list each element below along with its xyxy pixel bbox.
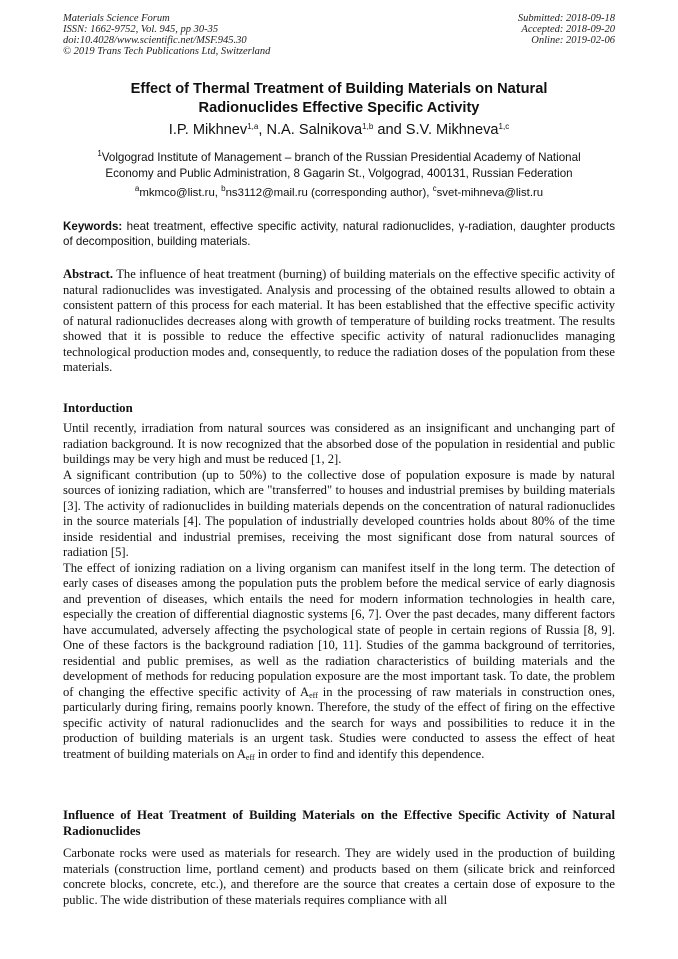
email-sup: b	[221, 184, 226, 193]
date-submitted: Submitted: 2018-09-18	[517, 13, 615, 24]
email-b: ns3112@mail.ru (corresponding author),	[225, 187, 433, 199]
section-heading-influence: Influence of Heat Treatment of Building Materials on the Effective Specific Activity of Natural Radionuclides	[63, 808, 615, 838]
email-c: svet-mihneva@list.ru	[436, 187, 544, 199]
author-emails	[63, 186, 615, 201]
journal-doi: doi:10.4028/www.scientific.net/MSF.945.30	[63, 35, 247, 46]
paragraph: Until recently, irradiation from natural sources was considered as an insignificant and unchanging part of radiation background. It is now recognized that the absorbed dose of the population in residential and public buildings may be very high and must be reduced [1, 2].	[63, 421, 615, 466]
journal-header-right	[518, 13, 615, 46]
author-sup: 1,b	[362, 122, 374, 131]
author-separator: ,	[258, 122, 267, 138]
journal-issn: ISSN: 1662-9752, Vol. 945, pp 30-35	[63, 24, 219, 35]
author-list	[63, 120, 615, 140]
subscript: eff	[309, 690, 318, 700]
introduction-body	[63, 421, 615, 762]
affiliation-line-1: Volgograd Institute of Management – branch of the Russian Presidential Academy of National	[101, 151, 581, 164]
abstract	[63, 267, 615, 376]
paragraph: Carbonate rocks were used as materials for research. They are widely used in the production of building materials (construction lime, portland cement) and products based on them (silicate brick and reinforced concrete blocks, concrete, etc.), and therefore are the source that creates a certain dose of exposure to the public. The wide distribution of these materials requires compliance with all	[63, 846, 615, 907]
section-heading-introduction: Intorduction	[63, 401, 133, 415]
paper-title	[63, 80, 615, 118]
title-line-2: Radionuclides Effective Specific Activity	[198, 100, 480, 116]
affiliation-line-2: Economy and Public Administration, 8 Gagarin St., Volgograd, 400131, Russian Federation	[105, 167, 573, 180]
paragraph: A significant contribution (up to 50%) to the collective dose of population exposure is made by natural sources of ionizing radiation, which are "transferred" to houses and industrial premises by building materials [3]. The activity of radionuclides in building materials depends on the concentration of natural radionuclides in the source materials [4]. The population of industrially developed countries holds about 80% of the time inside residential and industrial premises, receiving the most significant dose from natural sources of radiation [5].	[63, 467, 615, 559]
paragraph-text: The effect of ionizing radiation on a living organism can manifest itself in the long term. The detection of early cases of diseases among the population puts the problem before the medical service of early diagnosis and prevention of diseases, which entails the need for modern information technologies in health care, especially the creation of differential diagnostic systems [6, 7]. Over the past decades, many different factors have accumulated, adversely affecting the psychological state of people in certain regions of Russia [8, 9]. One of these factors is the background radiation [10, 11]. Studies of the gamma background of territories, residential and public premises, as well as the radiation characteristics of building materials and the development of methods for reducing population exposure are the most important task. To date, the problem of changing the effective specific activity of A	[63, 560, 615, 699]
affiliation-sup: 1	[97, 149, 102, 158]
email-sup: a	[134, 184, 140, 193]
journal-header-left	[63, 13, 270, 57]
author-separator: and	[373, 122, 406, 138]
email-sup: c	[432, 184, 437, 193]
affiliation	[63, 150, 615, 182]
author-sup: 1,a	[247, 122, 259, 131]
journal-name: Materials Science Forum	[63, 13, 170, 24]
journal-copyright: © 2019 Trans Tech Publications Ltd, Switzerland	[63, 46, 271, 57]
author-name: I.P. Mikhnev	[168, 122, 248, 138]
author-sup: 1,c	[498, 122, 510, 131]
influence-body	[63, 846, 615, 908]
paragraph-text: in order to find and identify this dependence.	[254, 746, 485, 761]
subscript: eff	[245, 752, 255, 762]
date-accepted: Accepted: 2018-09-20	[521, 24, 615, 35]
paragraph	[63, 561, 615, 763]
date-online: Online: 2019-02-06	[531, 35, 615, 46]
abstract-text: The influence of heat treatment (burning) of building materials on the effective specific activity of natural radionuclides was investigated. Analysis and processing of the obtained results allowed to obtain a consistent pattern of this process for each material. It has been established that the effective specific activity of natural radionuclides decreases along with growth of temperature of building rocks treatment. The results showed that it is possible to reduce the effective specific activity of natural radionuclides managing technological production modes and, consequently, to reduce the radiation doses of the population from these materials.	[63, 267, 615, 374]
author-name: S.V. Mikhneva	[405, 122, 499, 138]
email-a: mkmco@list.ru,	[139, 187, 222, 199]
keywords-text: heat treatment, effective specific activity, natural radionuclides, γ-radiation, daughter products of decomposition, building materials.	[63, 220, 615, 248]
author-name: N.A. Salnikova	[266, 122, 363, 138]
keywords	[63, 220, 615, 249]
keywords-label: Keywords:	[63, 220, 123, 233]
abstract-label: Abstract.	[63, 267, 114, 281]
title-line-1: Effect of Thermal Treatment of Building Materials on Natural	[130, 81, 548, 97]
paragraph-text: in the processing of raw materials in construction ones, particularly during firing, remains poorly known. Therefore, the study of the effect of firing on the effective specific activity of natural radionuclides and the search for ways and possibilities to reduce it in the production of building materials is an urgent task. Studies were conducted to assess the effect of heat treatment of building materials on A	[63, 684, 615, 761]
